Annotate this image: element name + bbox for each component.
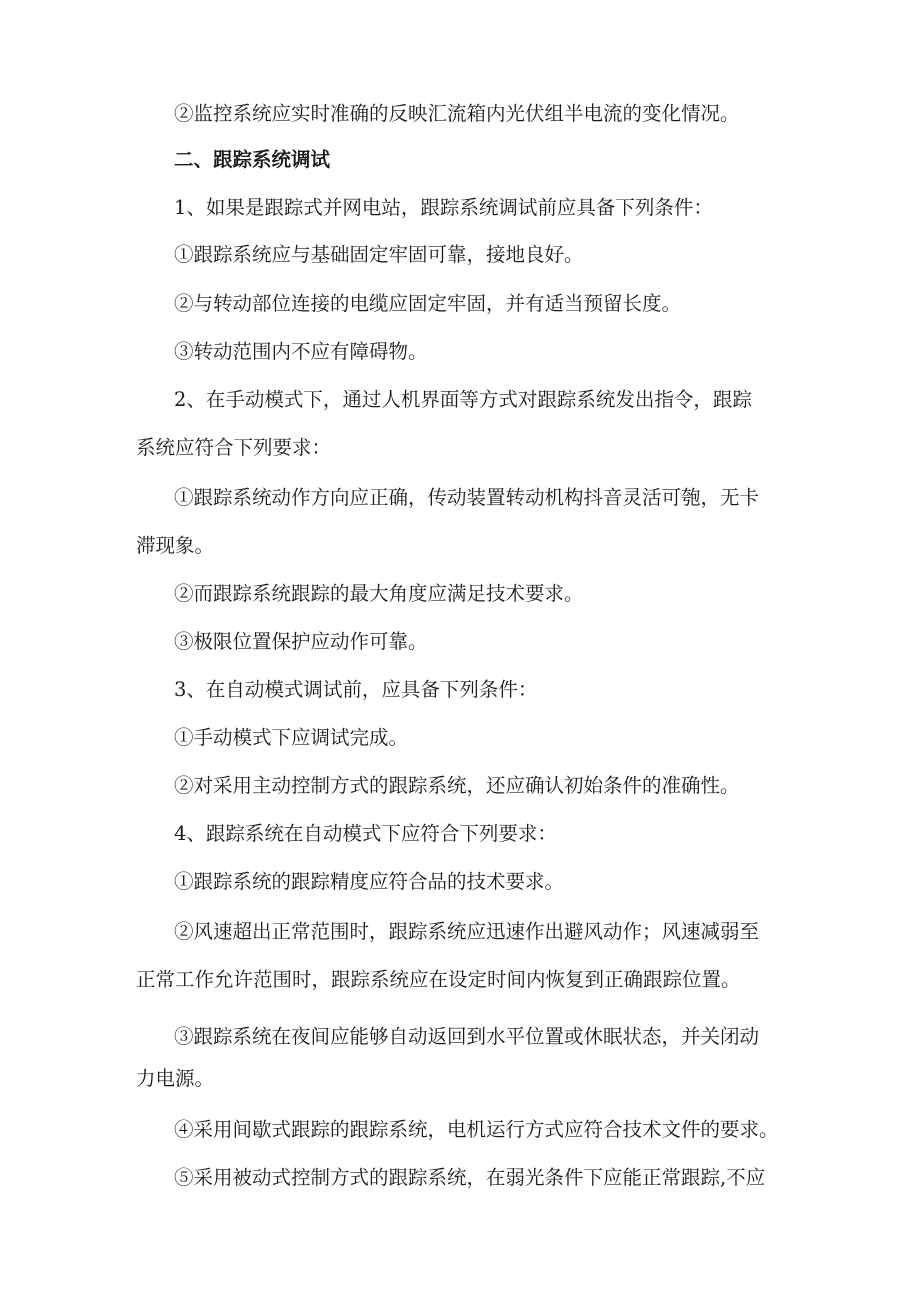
- paragraph-line: 力电源。: [136, 1067, 215, 1090]
- paragraph-line: 2、在手动模式下，通过人机界面等方式对跟踪系统发出指令，跟踪: [174, 388, 752, 411]
- paragraph-line: ②风速超出正常范围时，跟踪系统应迅速作出避风动作；风速减弱至: [174, 920, 760, 943]
- paragraph: [136, 328, 786, 376]
- paragraph: [136, 1154, 786, 1202]
- paragraph-line: 3、在自动模式调试前，应具备下列条件：: [174, 678, 538, 701]
- paragraph-line: ②而跟踪系统跟踪的最大角度应满足技术要求。: [174, 582, 584, 605]
- paragraph-line: ②监控系统应实时准确的反映汇流箱内光伏组半电流的变化情况。: [174, 102, 740, 125]
- heading-text: 二、跟踪系统调试: [174, 148, 331, 171]
- paragraph-line: ③跟踪系统在夜间应能够自动返回到水平位置或休眠状态，并关闭动: [174, 1025, 760, 1048]
- paragraph: [136, 714, 786, 762]
- paragraph-line: ②对采用主动控制方式的跟踪系统，还应确认初始条件的准确性。: [174, 774, 740, 797]
- paragraph-line: ①手动模式下应调试完成。: [174, 726, 409, 749]
- paragraph: [136, 570, 786, 618]
- paragraph-line: 系统应符合下列要求：: [136, 436, 332, 459]
- paragraph: [136, 231, 786, 279]
- paragraph-line: 1、如果是跟踪式并网电站，跟踪系统调试前应具备下列条件：: [174, 196, 713, 219]
- paragraph: [136, 90, 786, 138]
- paragraph: [136, 376, 786, 472]
- paragraph: [136, 280, 786, 328]
- paragraph-line: ①跟踪系统的跟踪精度应符合品的技术要求。: [174, 870, 565, 893]
- paragraph: [136, 1016, 786, 1100]
- paragraph-line: ②与转动部位连接的电缆应固定牢固，并有适当预留长度。: [174, 292, 682, 315]
- paragraph-line: ④采用间歇式跟踪的跟踪系统，电机运行方式应符合技术文件的要求。: [174, 1118, 779, 1141]
- paragraph-line: ⑤采用被动式控制方式的跟踪系统，在弱光条件下应能正常跟踪,不应: [174, 1166, 766, 1189]
- paragraph-line: ①跟踪系统动作方向应正确，传动装置转动机构抖音灵活可匏，无卡: [174, 486, 760, 509]
- paragraph: [136, 1106, 786, 1154]
- paragraph: [136, 762, 786, 810]
- paragraph-line: ③极限位置保护应动作可靠。: [174, 630, 428, 653]
- paragraph-line: 滞现象。: [136, 534, 215, 557]
- paragraph: [136, 858, 786, 906]
- paragraph: [136, 184, 786, 232]
- paragraph-line: 正常工作允许范围时，跟踪系统应在设定时间内恢复到正确跟踪位置。: [136, 968, 741, 991]
- paragraph-line: ③转动范围内不应有障碍物。: [174, 340, 428, 363]
- paragraph: [136, 618, 786, 666]
- paragraph-line: ①跟踪系统应与基础固定牢固可靠，接地良好。: [174, 243, 584, 266]
- paragraph: [136, 474, 786, 570]
- paragraph: [136, 666, 786, 714]
- paragraph: [136, 810, 786, 858]
- section-heading: [136, 136, 786, 184]
- paragraph-line: 4、跟踪系统在自动模式下应符合下列要求：: [174, 822, 557, 845]
- paragraph: [136, 908, 786, 1004]
